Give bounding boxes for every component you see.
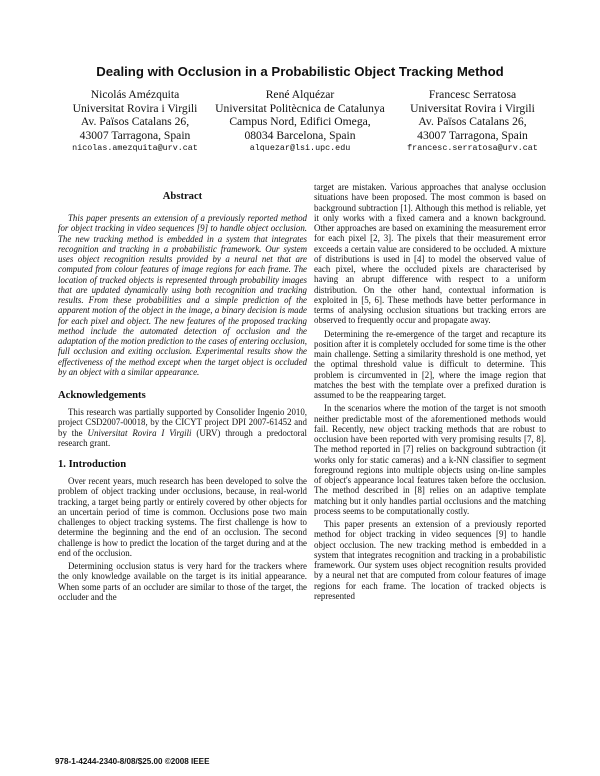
acknowledgements-text-part: (URV) through a predoctoral research grant. xyxy=(58,427,307,448)
author-address: Av. Països Catalans 26, xyxy=(418,115,527,129)
author-block-2 xyxy=(215,88,385,156)
acknowledgements-heading: Acknowledgements xyxy=(58,390,146,401)
author-email: francesc.serratosa@urv.cat xyxy=(407,143,538,154)
abstract-heading: Abstract xyxy=(162,191,203,202)
author-name: René Alquézar xyxy=(265,88,335,101)
introduction-paragraph: Determining occlusion status is very hard for the trackers where the only knowledge available on the target is its initial appearance. When some parts of an occluder are similar to those of the target, the occluder and the xyxy=(58,561,307,602)
author-address: Campus Nord, Edifici Omega, xyxy=(229,115,371,129)
acknowledgements-institution: Universitat Rovira I Virgili xyxy=(87,427,192,438)
right-column xyxy=(314,182,546,601)
author-address: 43007 Tarragona, Spain xyxy=(79,128,191,142)
acknowledgements-text xyxy=(58,407,307,448)
author-affiliation: Universitat Rovira i Virgili xyxy=(410,101,535,115)
author-affiliation: Universitat Politècnica de Catalunya xyxy=(215,101,385,115)
author-address: 43007 Tarragona, Spain xyxy=(417,128,528,142)
author-block-3 xyxy=(385,88,560,156)
copyright-footer: 978-1-4244-2340-8/08/$25.00 ©2008 IEEE xyxy=(55,757,210,766)
author-name: Nicolás Amézquita xyxy=(90,88,180,101)
introduction-paragraph: Determining the re-emergence of the target and recapture its position after it is completely occluded for some time is the other main challenge. Setting a similarity threshold is one method, yet the optimal threshold value is difficult to determine. This problem is circumvented in [2], where the image region that matches the best with the template over a prefixed duration is assumed to be the reappearing target. xyxy=(314,328,546,400)
author-block-1 xyxy=(50,88,220,156)
introduction-paragraph: This paper presents an extension of a previously reported method for object tracking in video sequences [9] to handle object occlusion. The new tracking method is embedded in a system that integrates recognition and tracking in a probabilistic framework. Our system uses object recognition results provided by a neural net that are computed from colour features of image regions for each frame. The location of tracked objects is represented xyxy=(314,519,546,601)
author-address: 08034 Barcelona, Spain xyxy=(244,128,356,142)
author-name: Francesc Serratosa xyxy=(428,88,517,101)
introduction-paragraph: In the scenarios where the motion of the target is not smooth neither predictable most of the aforementioned methods would fail. Recently, new object tracking methods that are robust to occlusion have been reported with very promising results [7, 8]. The method reported in [7] relies on background subtraction (it works only for static cameras) and a k-NN classifier to segment foreground regions into multiple objects using on-line samples of object's appearance local features taken before the occlusion. The method described in [8] relies on an adaptive template matching but it only handles partial occlusions and the matching process seems to be computationally costly. xyxy=(314,403,546,516)
author-email: nicolas.amezquita@urv.cat xyxy=(72,143,198,154)
author-address: Av. Països Catalans 26, xyxy=(80,115,190,129)
paper-title: Dealing with Occlusion in a Probabilistic Object Tracking Method xyxy=(96,64,504,79)
left-column xyxy=(58,190,307,602)
author-email: alquezar@lsi.upc.edu xyxy=(249,143,351,154)
author-affiliation: Universitat Rovira i Virgili xyxy=(72,101,198,115)
introduction-paragraph: Over recent years, much research has been developed to solve the problem of object tracking under occlusions, because, in real-world tracking, a target being partly or entirely covered by other objects for an uncertain period of time is common. Occlusions pose two main challenges to object tracking systems. The first challenge is how to determine the beginning and the end of an occlusion. The second challenge is how to predict the location of the target during and at the end of the occlusion. xyxy=(58,476,307,558)
acknowledgements-text-part: This research was partially supported by Consolider Ingenio 2010, project CSD2007-00018, by the CICYT project DPI 2007-61452 and by the xyxy=(58,407,307,438)
introduction-paragraph: target are mistaken. Various approaches that analyse occlusion situations have been proposed. The most common is based on background subtraction [1]. Although this method is reliable, yet it only works with a fixed camera and a known background. Other approaches are based on examining the measurement error for each pixel [2, 3]. The pixels that their measurement error exceeds a certain value are considered to be occluded. A mixture of distributions is used in [4] to model the observed value of each pixel, where the occluded pixels are characterised by having an abrupt difference with respect to a uniform distribution. On the other hand, contextual information is exploited in [5, 6]. These methods have better performance in terms of analysing occlusion situations but tracking errors are observed to frequently occur and propagate away. xyxy=(314,182,546,326)
abstract-text: This paper presents an extension of a previously reported method for object tracking in video sequences [9] to handle object occlusion. The new tracking method is embedded in a system that integrates recognition and tracking in a probabilistic framework. Our system uses object recognition results provided by a neural net that are computed from colour features of image regions for each frame. The location of tracked objects is represented through probability images that are updated dynamically using both recognition and tracking results. From these probabilities and a simple prediction of the apparent motion of the object in the image, a binary decision is made for each pixel and object. The new features of the proposed tracking method include the automated detection of occlusion and the adaptation of the motion prediction to the cases of entering occlusion, full occlusion and exiting occlusion. Experimental results show the effectiveness of the method except when the target object is occluded by an object with a similar appearance. xyxy=(58,213,307,377)
introduction-heading: 1. Introduction xyxy=(58,459,127,470)
